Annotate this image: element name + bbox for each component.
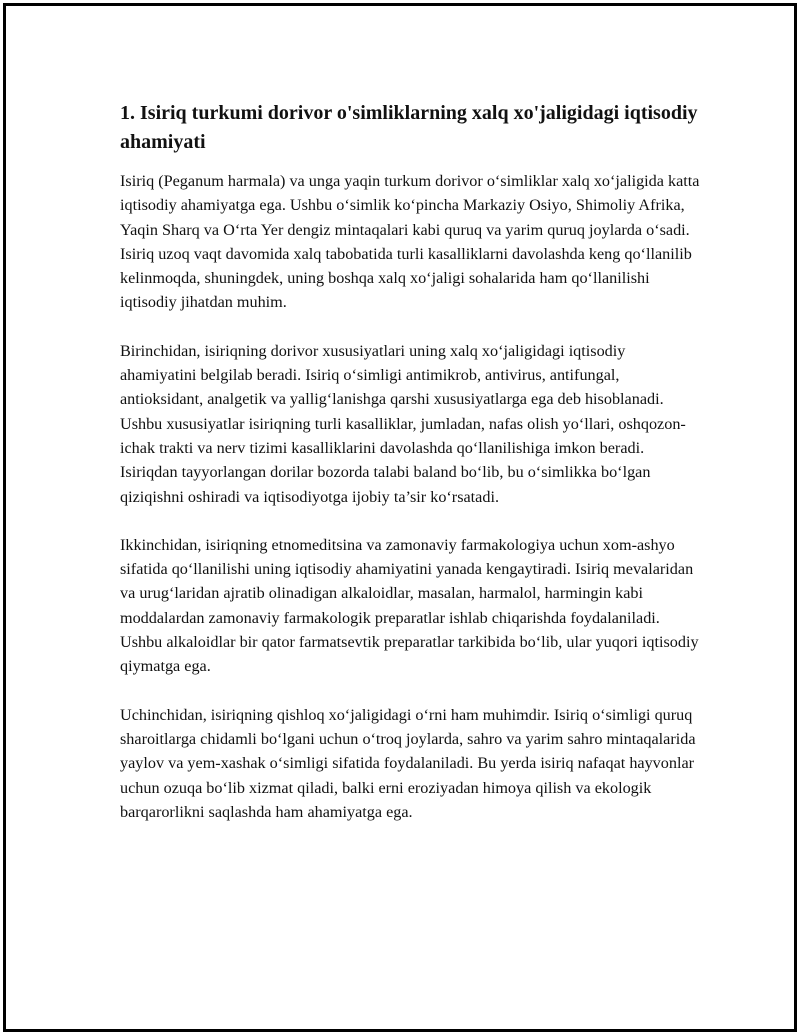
document-body <box>120 99 700 848</box>
paragraph-pharmacology: Ikkinchidan, isiriqning etnomeditsina va zamonaviy farmakologiya uchun xom-ashyo sifatida qo‘llanilishi uning iqtisodiy ahamiyatini yanada kengaytiradi. Isiriq mevalaridan va urug‘laridan ajratib olinadigan alkaloidlar, masalan, harmalol, harmingin kabi moddalardan zamonaviy farmakologik preparatlar ishlab chiqarishda foydalaniladi. Ushbu alkaloidlar bir qator farmatsevtik preparatlar tarkibida bo‘lib, ular yuqori iqtisodiy qiymatga ega. <box>120 535 699 676</box>
paragraph-medicinal-properties: Birinchidan, isiriqning dorivor xususiyatlari uning xalq xo‘jaligidagi iqtisodiy ahamiyatini belgilab beradi. Isiriq o‘simligi antimikrob, antivirus, antifungal, antioksidant, analgetik va yallig‘lanishga qarshi xususiyatlarga ega deb hisoblanadi. Ushbu xususiyatlar isiriqning turli kasalliklar, jumladan, nafas olish yo‘llari, oshqozon-ichak trakti va nerv tizimi kasalliklarini davolashda qo‘llanilishiga imkon beradi. Isiriqdan tayyorlangan dorilar bozorda talabi baland bo‘lib, bu o‘simlikka bo‘lgan qiziqishni oshiradi va iqtisodiyotga ijobiy ta’sir ko‘rsatadi. <box>120 341 686 506</box>
paragraph-agriculture: Uchinchidan, isiriqning qishloq xo‘jaligidagi o‘rni ham muhimdir. Isiriq o‘simligi quruq sharoitlarga chidamli bo‘lgani uchun o‘troq joylarda, sahro va yarim sahro mintaqalarida yaylov va yem-xashak o‘simligi sifatida foydalaniladi. Bu yerda isiriq nafaqat hayvonlar uchun ozuqa bo‘lib xizmat qiladi, balki erni eroziyadan himoya qilish va ekologik barqarorlikni saqlashda ham ahamiyatga ega. <box>120 705 696 821</box>
document-title: 1. Isiriq turkumi dorivor o'simliklarning xalq xo'jaligidagi iqtisodiy ahamiyati <box>120 102 698 153</box>
page-border-frame <box>3 3 797 1032</box>
paragraph-intro: Isiriq (Peganum harmala) va unga yaqin turkum dorivor o‘simliklar xalq xo‘jaligida katta iqtisodiy ahamiyatga ega. Ushbu o‘simlik ko‘pincha Markaziy Osiyo, Shimoliy Afrika, Yaqin Sharq va O‘rta Yer dengiz mintaqalari kabi quruq va yarim quruq joylarda o‘sadi. Isiriq uzoq vaqt davomida xalq tabobatida turli kasalliklarni davolashda keng qo‘llanilib kelinmoqda, shuningdek, uning boshqa xalq xo‘jaligi sohalarida ham qo‘llanilishi iqtisodiy jihatdan muhim. <box>120 172 700 312</box>
